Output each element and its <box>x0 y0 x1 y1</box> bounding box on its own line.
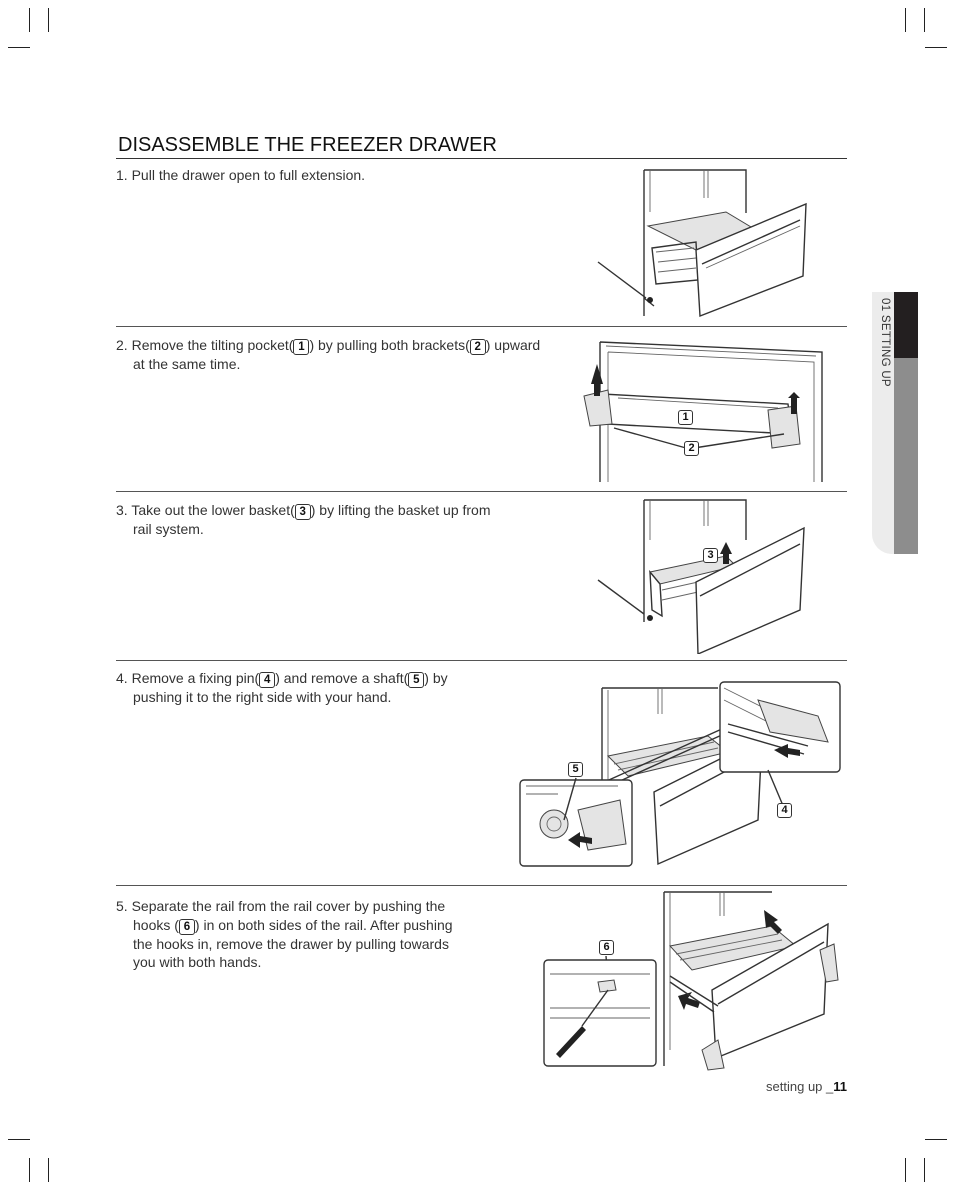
ref-5: 5 <box>408 672 424 688</box>
step-4: 4. Remove a fixing pin( 4 ) and remove a shaft( 5 ) by pushing it to the right side with your hand. <box>116 670 448 705</box>
callout-6: 6 <box>599 940 614 955</box>
page-number: 11 <box>833 1079 847 1094</box>
step-divider <box>116 885 847 886</box>
page-footer <box>766 1079 847 1094</box>
step-2: 2. Remove the tilting pocket( 1 ) by pulling both brackets( 2 ) upward at the same time. <box>116 337 541 372</box>
title-underline <box>116 158 847 159</box>
chapter-tab-label: 01 SETTING UP <box>879 298 891 387</box>
step-3: 3. Take out the lower basket( 3 ) by lifting the basket up from rail system. <box>116 502 491 537</box>
ref-2: 2 <box>470 339 486 355</box>
callout-1: 1 <box>678 410 693 425</box>
illustration-step-1-drawer-open <box>596 168 810 318</box>
step-1: 1. Pull the drawer open to full extension. <box>116 167 366 183</box>
callout-4: 4 <box>777 803 792 818</box>
illustration-step-2-tilting-pocket <box>578 338 828 483</box>
illustration-step-5-remove-drawer <box>542 890 840 1072</box>
ref-6: 6 <box>179 919 195 935</box>
ref-3: 3 <box>295 504 311 520</box>
ref-4: 4 <box>259 672 275 688</box>
step-5: 5. Separate the rail from the rail cover by pushing the hooks ( 6 ) in on both sides of the rail. After pushing the hooks in, remove the drawer by pulling towards you with both hands. <box>116 898 453 970</box>
illustration-step-3-lower-basket <box>596 498 810 654</box>
callout-3: 3 <box>703 548 718 563</box>
callout-5: 5 <box>568 762 583 777</box>
illustration-step-4-fixing-pin-shaft <box>518 680 844 868</box>
ref-1: 1 <box>293 339 309 355</box>
step-divider <box>116 326 847 327</box>
step-divider <box>116 660 847 661</box>
callout-2: 2 <box>684 441 699 456</box>
step-1-text: Pull the drawer open to full extension. <box>131 167 366 183</box>
footer-text: setting up _ <box>766 1079 834 1094</box>
section-title: DISASSEMBLE THE FREEZER DRAWER <box>118 134 497 156</box>
step-divider <box>116 491 847 492</box>
